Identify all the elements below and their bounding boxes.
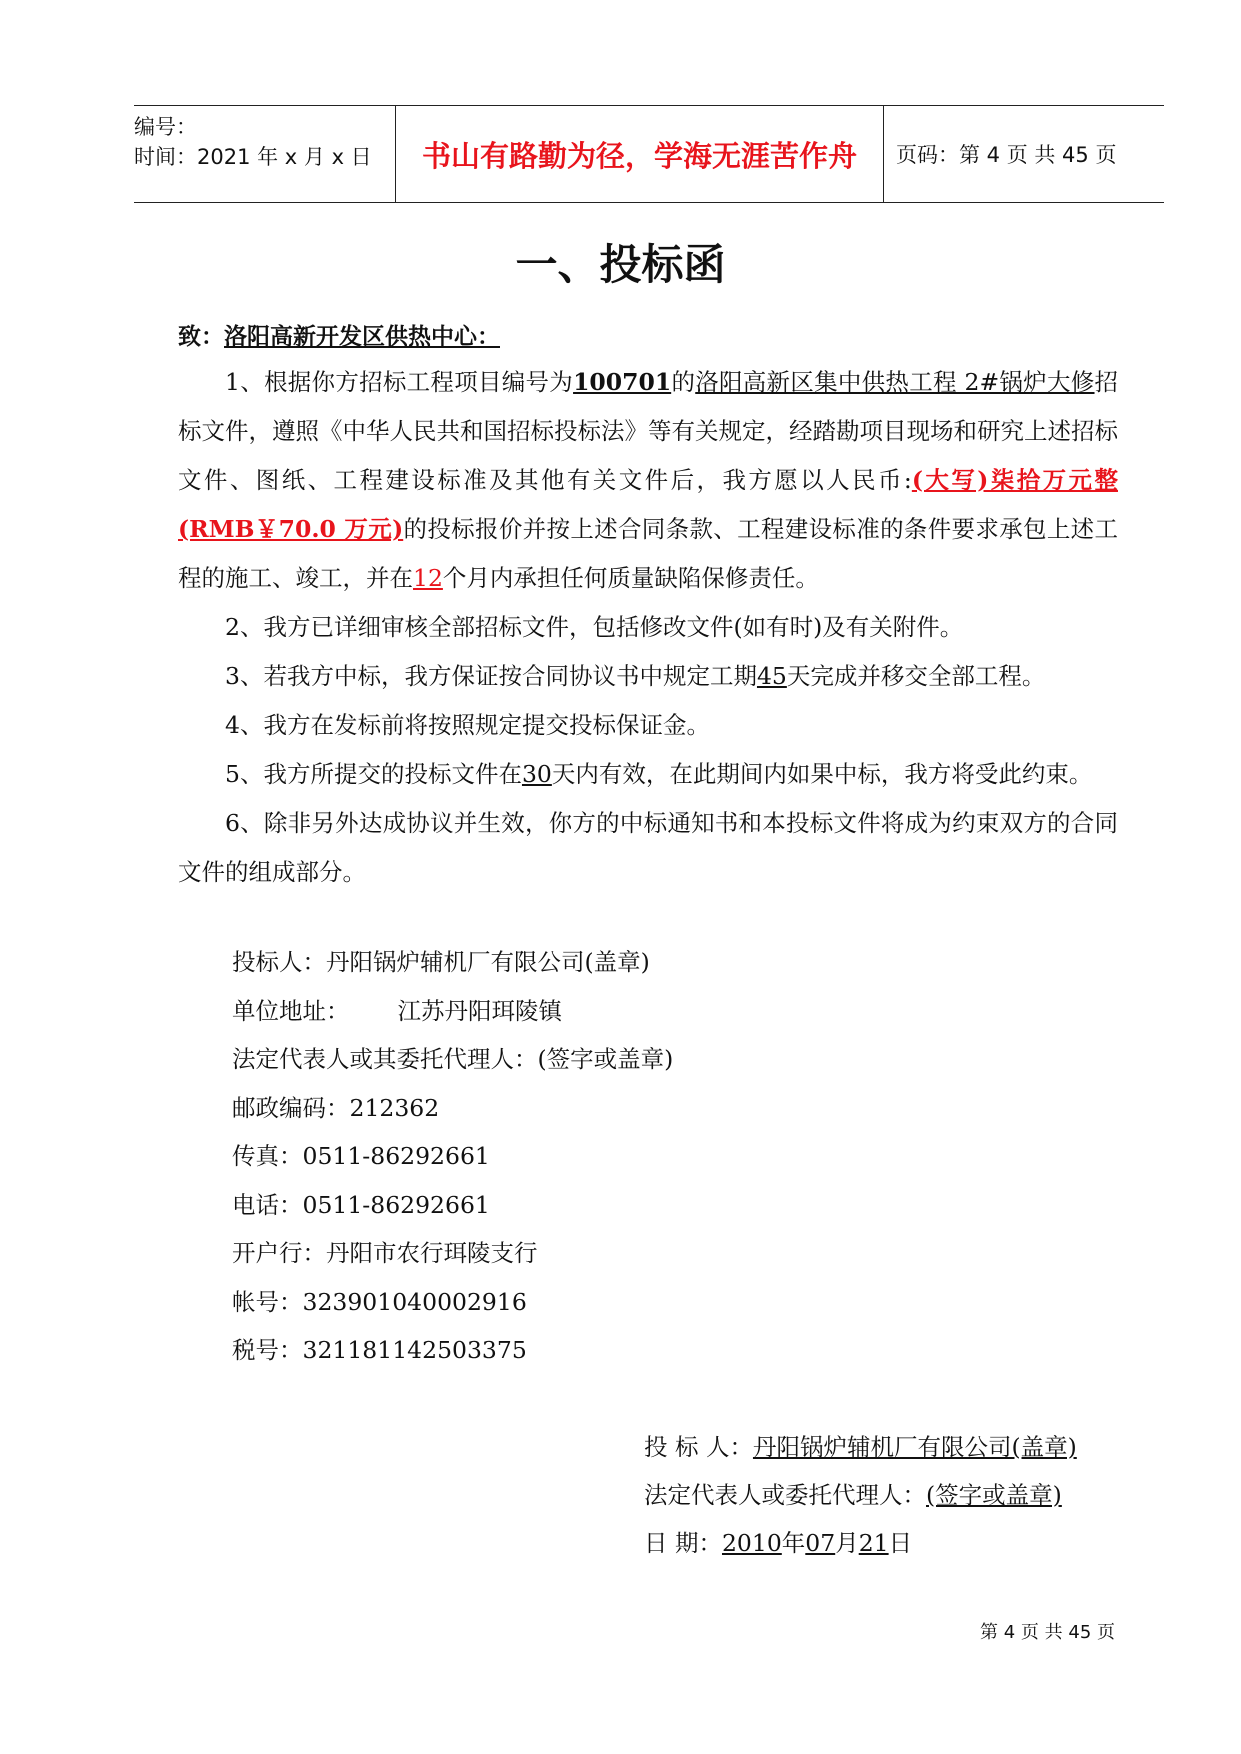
paragraph-2: 2、我方已详细审核全部招标文件，包括修改文件(如有时)及有关附件。	[225, 613, 964, 641]
document-title: 一、投标函	[515, 240, 726, 289]
paragraph-1	[178, 358, 1118, 603]
info-account: 帐号：323901040002916	[232, 1287, 527, 1316]
sign-rep-label: 法定代表人或委托代理人：	[644, 1481, 926, 1509]
construction-days: 45	[756, 662, 787, 690]
bidder-info	[232, 938, 673, 1375]
address-value: 江苏丹阳珥陵镇	[397, 996, 562, 1025]
sign-bidder-label: 投 标 人：	[644, 1433, 753, 1461]
info-rep: 法定代表人或其委托代理人：(签字或盖章)	[232, 1045, 674, 1073]
time-label: 时间：2021 年 x 月 x 日	[134, 145, 372, 169]
info-fax: 传真：0511-86292661	[232, 1142, 490, 1170]
p5-text-2: 天内有效，在此期间内如果中标，我方将受此约束。	[551, 760, 1093, 788]
sign-year-unit: 年	[781, 1529, 806, 1557]
info-bank: 开户行：丹阳市农行珥陵支行	[232, 1239, 538, 1267]
number-label: 编号：	[134, 115, 197, 139]
signature-block	[644, 1423, 1077, 1567]
page-footer: 第 4 页 共 45 页	[980, 1622, 1115, 1643]
p1-text-3: 招标文件，遵照《中华人民共和国招标投标法》等有关规定，经踏勘项目现场和研究上述招标文件、图纸、工程建设标准及其他有关文件后，我方愿以人民币:	[178, 368, 1119, 494]
validity-days: 30	[521, 760, 552, 788]
paragraph-6: 6、除非另外达成协议并生效，你方的中标通知书和本投标文件将成为约束双方的合同文件的组成部分。	[178, 809, 1118, 886]
paragraph-3	[178, 652, 1118, 701]
sign-day: 21	[858, 1529, 889, 1557]
info-bidder: 投标人：丹阳锅炉辅机厂有限公司(盖章)	[232, 948, 650, 976]
info-phone: 电话：0511-86292661	[232, 1190, 490, 1219]
p3-text-2: 天完成并移交全部工程。	[786, 662, 1046, 690]
p1-text-2: 的	[671, 368, 696, 396]
sign-date-label: 日 期：	[644, 1529, 722, 1557]
sign-month-unit: 月	[835, 1529, 859, 1557]
sign-rep-line	[644, 1471, 1077, 1519]
warranty-months: 12	[413, 564, 443, 592]
p1-text-4: 的投标报价并按上述合同条款、工程建设标准的条件要求承包上述工程的施工、竣工，并在	[178, 515, 1119, 592]
sign-bidder-line	[644, 1423, 1077, 1471]
paragraph-5	[178, 750, 1118, 799]
project-number: 100701	[573, 368, 672, 396]
project-name: 洛阳高新区集中供热工程 2#锅炉大修	[695, 368, 1095, 396]
paragraph-4: 4、我方在发标前将按照规定提交投标保证金。	[225, 711, 710, 739]
sign-date-line	[644, 1519, 1077, 1567]
page-header	[134, 105, 1164, 203]
address-label: 单位地址：	[232, 996, 350, 1025]
recipient-name: 洛阳高新开发区供热中心：	[224, 324, 500, 350]
p5-text-1: 5、我方所提交的投标文件在	[225, 760, 522, 788]
info-postcode: 邮政编码：212362	[232, 1093, 440, 1122]
p1-text-5: 个月内承担任何质量缺陷保修责任。	[442, 564, 819, 592]
letter-body	[178, 358, 1118, 897]
p3-text-1: 3、若我方中标，我方保证按合同协议书中规定工期	[225, 662, 757, 690]
p1-text-1: 1、根据你方招标工程项目编号为	[225, 368, 574, 396]
header-left	[134, 106, 396, 202]
info-tax: 税号：321181142503375	[232, 1336, 527, 1364]
header-page-label: 页码：第 4 页 共 45 页	[896, 143, 1117, 167]
sign-month: 07	[805, 1529, 836, 1557]
recipient-prefix: 致：	[178, 324, 224, 350]
recipient-line	[178, 318, 500, 351]
bid-price: (大写)柒拾万元整(RMB￥70.0 万元)	[178, 466, 1118, 543]
sign-bidder-value: 丹阳锅炉辅机厂有限公司(盖章)	[752, 1433, 1077, 1461]
info-address-line	[232, 987, 673, 1036]
sign-day-unit: 日	[888, 1529, 913, 1557]
sign-rep-value: (签字或盖章)	[926, 1481, 1062, 1509]
header-motto: 书山有路勤为径，学海无涯苦作舟	[396, 106, 884, 202]
sign-year: 2010	[721, 1529, 782, 1557]
